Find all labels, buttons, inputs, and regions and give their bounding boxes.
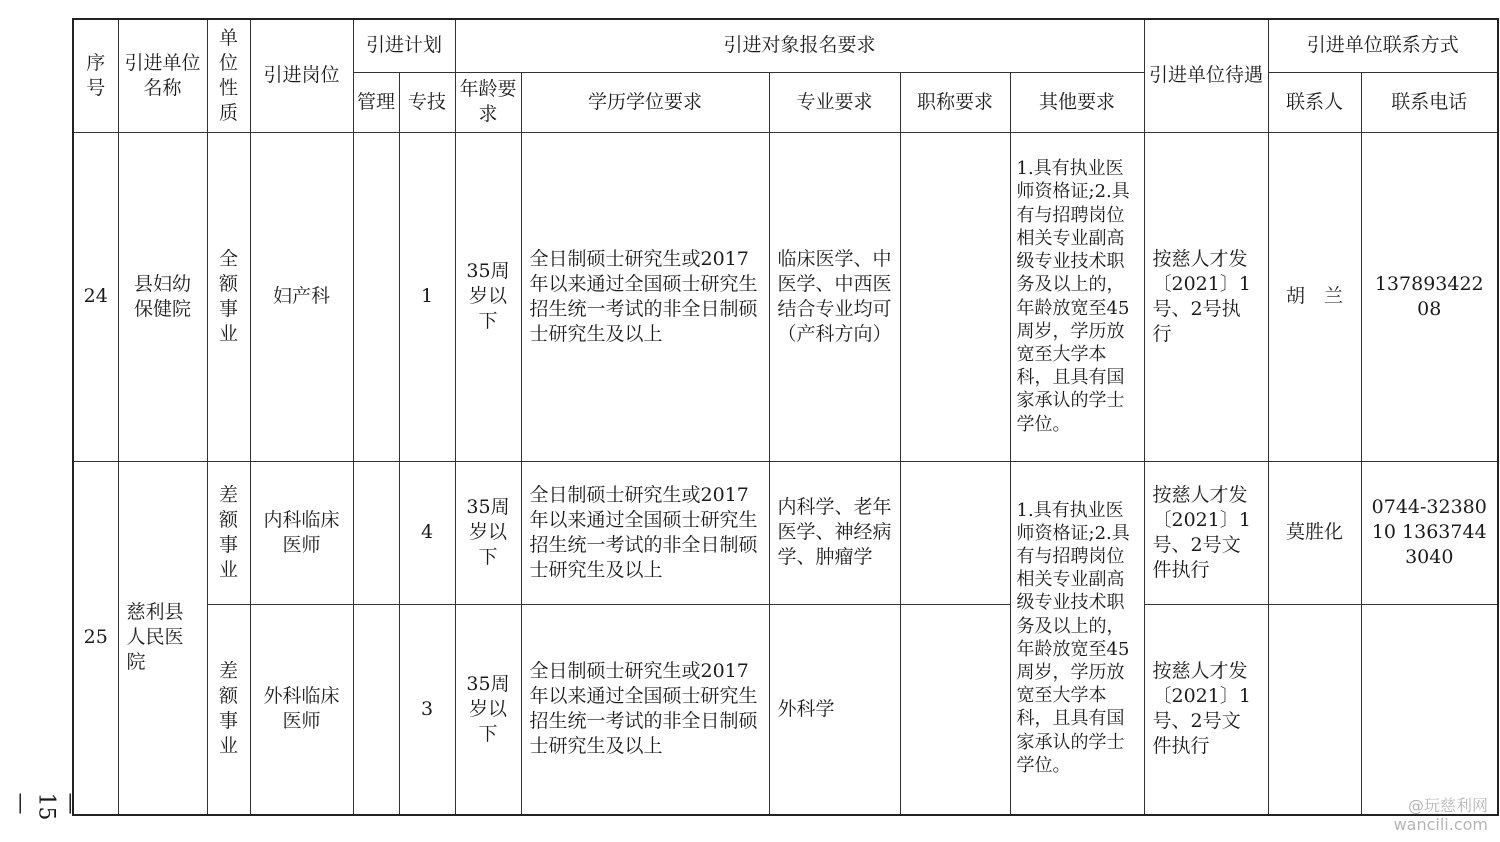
- header-unit-name: 引进单位名称: [118, 19, 207, 132]
- degree-cell: 全日制硕士研究生或2017年以来通过全国硕士研究生招生统一考试的非全日制硕士研究生及以上: [521, 461, 769, 604]
- header-plan-tech: 专技: [399, 72, 455, 132]
- page-number: [8, 762, 84, 842]
- unit-type-cell: 差额事业: [207, 461, 250, 604]
- header-title-req: 职称要求: [900, 72, 1010, 132]
- age-cell: 35周岁以下: [455, 461, 521, 604]
- post-cell: 内科临床医师: [250, 461, 353, 604]
- watermark: [1394, 796, 1488, 834]
- watermark-line1: @玩慈利网: [1407, 796, 1488, 815]
- treatment-cell: 按慈人才发〔2021〕1号、2号执行: [1144, 132, 1268, 461]
- title-req-cell: [900, 604, 1010, 815]
- plan-tech-cell: 4: [399, 461, 455, 604]
- plan-mgmt-cell: [353, 461, 399, 604]
- contact-person-cell: 莫胜化: [1268, 461, 1361, 604]
- header-age: 年龄要求: [455, 72, 521, 132]
- header-contact-phone: 联系电话: [1361, 72, 1498, 132]
- unit-name-cell: 县妇幼保健院: [118, 132, 207, 461]
- major-cell: 外科学: [769, 604, 900, 815]
- title-req-cell: [900, 461, 1010, 604]
- major-cell: 内科学、老年医学、神经病学、肿瘤学: [769, 461, 900, 604]
- recruitment-table: [72, 18, 1499, 816]
- age-cell: 35周岁以下: [455, 604, 521, 815]
- contact-phone-cell: 13789342208: [1361, 132, 1498, 461]
- header-plan-mgmt: 管理: [353, 72, 399, 132]
- degree-cell: 全日制硕士研究生或2017年以来通过全国硕士研究生招生统一考试的非全日制硕士研究生及以上: [521, 604, 769, 815]
- plan-mgmt-cell: [353, 132, 399, 461]
- header-major: 专业要求: [769, 72, 900, 132]
- contact-phone-cell: 0744-3238010 13637443040: [1361, 461, 1498, 604]
- contact-person-cell: 胡 兰: [1268, 132, 1361, 461]
- contact-phone-cell: [1361, 604, 1498, 815]
- seq-cell: 24: [73, 132, 118, 461]
- watermark-line2: wancili.com: [1393, 815, 1488, 834]
- plan-mgmt-cell: [353, 604, 399, 815]
- post-cell: 外科临床医师: [250, 604, 353, 815]
- plan-tech-cell: 1: [399, 132, 455, 461]
- header-plan: 引进计划: [353, 19, 455, 72]
- degree-cell: 全日制硕士研究生或2017年以来通过全国硕士研究生招生统一考试的非全日制硕士研究生及以上: [521, 132, 769, 461]
- header-post: 引进岗位: [250, 19, 353, 132]
- contact-person-cell: [1268, 604, 1361, 815]
- table-row: [73, 461, 1498, 604]
- title-req-cell: [900, 132, 1010, 461]
- unit-name-cell: 慈利县人民医院: [118, 461, 207, 815]
- other-req-cell: 1.具有执业医师资格证;2.具有与招聘岗位相关专业副高级专业技术职务及以上的，年龄放宽至45周岁，学历放宽至大学本科，且具有国家承认的学士学位。: [1010, 132, 1144, 461]
- header-contact-person: 联系人: [1268, 72, 1361, 132]
- table-header: [73, 19, 1498, 132]
- header-requirements: 引进对象报名要求: [455, 19, 1144, 72]
- header-other: 其他要求: [1010, 72, 1144, 132]
- other-req-cell: 1.具有执业医师资格证;2.具有与招聘岗位相关专业副高级专业技术职务及以上的，年龄放宽至45周岁，学历放宽至大学本科，且具有国家承认的学士学位。: [1010, 461, 1144, 815]
- treatment-cell: 按慈人才发〔2021〕1号、2号文件执行: [1144, 461, 1268, 604]
- header-seq: 序号: [73, 19, 118, 132]
- page-number-text: — 15 —: [8, 792, 84, 821]
- header-degree: 学历学位要求: [521, 72, 769, 132]
- post-cell: 妇产科: [250, 132, 353, 461]
- unit-type-cell: 全额事业: [207, 132, 250, 461]
- header-contact: 引进单位联系方式: [1268, 19, 1498, 72]
- unit-type-cell: 差额事业: [207, 604, 250, 815]
- header-unit-type: 单位性质: [207, 19, 250, 132]
- plan-tech-cell: 3: [399, 604, 455, 815]
- major-cell: 临床医学、中医学、中西医结合专业均可（产科方向）: [769, 132, 900, 461]
- table-row: [73, 604, 1498, 815]
- seq-cell: 25: [73, 461, 118, 815]
- table-row: [73, 132, 1498, 461]
- header-treatment: 引进单位待遇: [1144, 19, 1268, 132]
- treatment-cell: 按慈人才发〔2021〕1号、2号文件执行: [1144, 604, 1268, 815]
- age-cell: 35周岁以下: [455, 132, 521, 461]
